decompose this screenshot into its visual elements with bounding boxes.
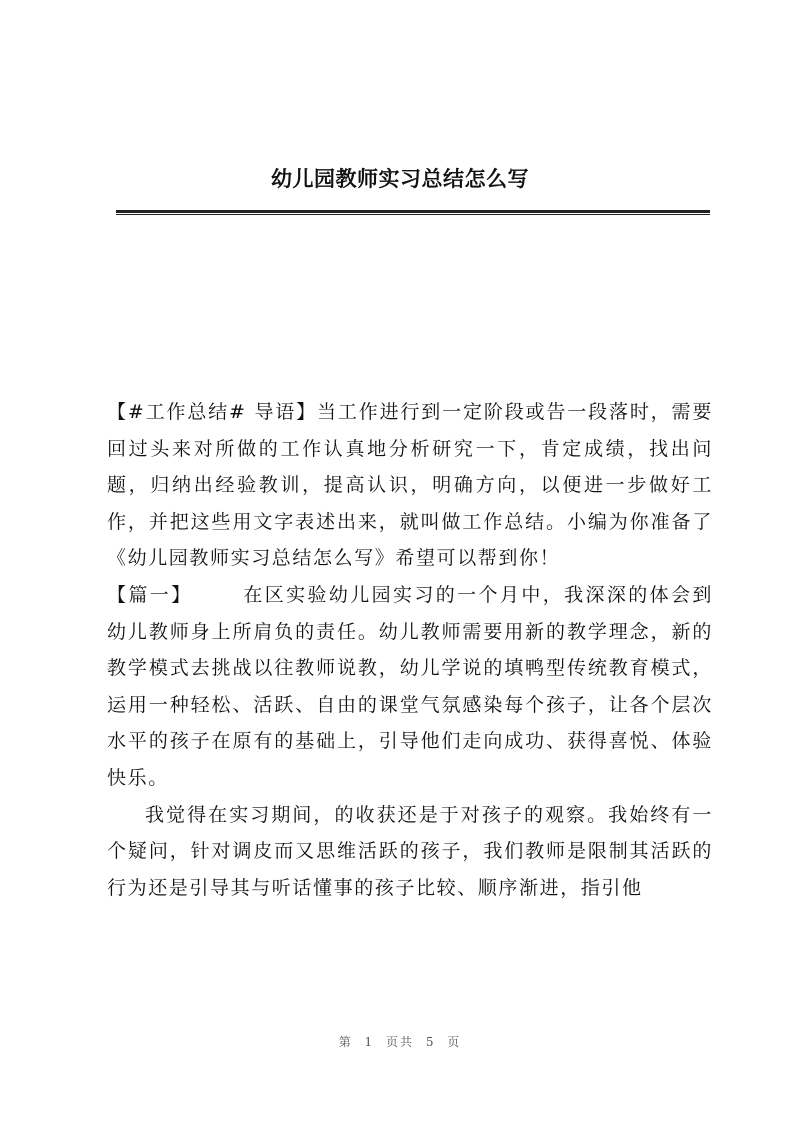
section-label: 【篇一】 <box>107 583 193 606</box>
page-footer: 第 1 页共 5 页 <box>338 1035 462 1049</box>
section-paragraph-2: 我觉得在实习期间，的收获还是于对孩子的观察。我始终有一个疑问，针对调皮而又思维活跃的孩子，我们教师是限制其活跃的行为还是引导其与听话懂事的孩子比较、顺序渐进，指引他 <box>107 803 713 899</box>
document-title: 幼儿园教师实习总结怎么写 <box>271 166 529 191</box>
document-body <box>107 394 713 906</box>
section-paragraph-1 <box>107 577 713 797</box>
intro-paragraph: 【#工作总结# 导语】当工作进行到一定阶段或告一段落时，需要回过头来对所做的工作认真地分析研究一下，肯定成绩，找出问题，归纳出经验教训，提高认识，明确方向，以便进一步做好工作，并把这些用文字表述出来，就叫做工作总结。小编为你准备了《幼儿园教师实习总结怎么写》希望可以帮到你！ <box>107 401 713 570</box>
paragraph-1-text: 在区实验幼儿园实习的一个月中，我深深的体会到幼儿教师身上所肩负的责任。幼儿教师需要用新的教学理念，新的教学模式去挑战以往教师说教，幼儿学说的填鸭型传统教育模式，运用一种轻松、活跃、自由的课堂气氛感染每个孩子，让各个层次水平的孩子在原有的基础上，引导他们走向成功、获得喜悦、体验快乐。 <box>107 583 714 789</box>
title-underline <box>116 210 710 215</box>
